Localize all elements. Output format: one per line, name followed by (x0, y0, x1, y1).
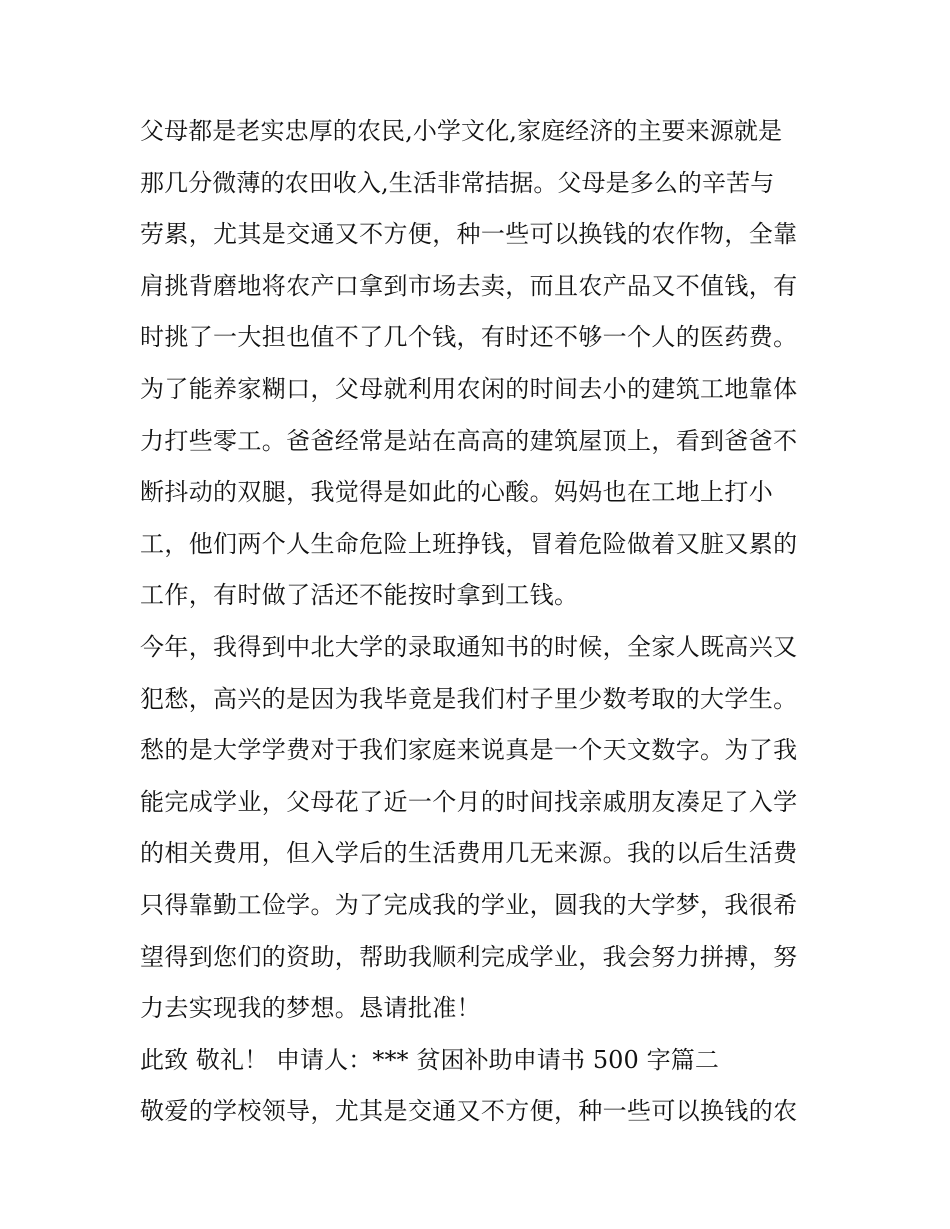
text-line: 力去实现我的梦想。恳请批准！ (140, 994, 481, 1023)
text-line: 父母都是老实忠厚的农民,小学文化,家庭经济的主要来源就是 (140, 117, 783, 145)
text-line: 今年，我得到中北大学的录取通知书的时候，全家人既高兴又 (140, 632, 798, 661)
text-line: 力打些零工。爸爸经常是站在高高的建筑屋顶上，看到爸爸不 (140, 426, 798, 455)
text-line: 敬爱的学校领导，尤其是交通又不方便，种一些可以换钱的农 (140, 1097, 798, 1126)
text-line: 的相关费用，但入学后的生活费用几无来源。我的以后生活费 (140, 839, 798, 868)
text-line: 工，他们两个人生命危险上班挣钱，冒着危险做着又脏又累的 (140, 529, 798, 558)
text-line: 只得靠勤工俭学。为了完成我的学业，圆我的大学梦，我很希 (140, 890, 798, 919)
text-line: 望得到您们的资助，帮助我顺利完成学业，我会努力拼搏，努 (140, 942, 798, 971)
text-line: 工作，有时做了活还不能按时拿到工钱。 (140, 581, 579, 610)
text-line: 那几分微薄的农田收入,生活非常拮据。父母是多么的辛苦与 (140, 168, 775, 197)
text-line: 肩挑背磨地将农产口拿到市场去卖，而且农产品又不值钱，有 (140, 271, 798, 300)
text-line: 为了能养家糊口，父母就利用农闲的时间去小的建筑工地靠体 (140, 374, 798, 403)
body-text (140, 106, 812, 1138)
text-line: 愁的是大学学费对于我们家庭来说真是一个天文数字。为了我 (140, 736, 798, 765)
closing-line: 此致 敬礼！ 申请人：*** 贫困补助申请书 500 字篇二 (140, 1045, 719, 1074)
text-line: 劳累，尤其是交通又不方便，种一些可以换钱的农作物，全靠 (140, 220, 798, 249)
text-line: 能完成学业，父母花了近一个月的时间找亲戚朋友凑足了入学 (140, 787, 798, 816)
text-line: 时挑了一大担也值不了几个钱，有时还不够一个人的医药费。 (140, 323, 798, 352)
text-line: 犯愁，高兴的是因为我毕竟是我们村子里少数考取的大学生。 (140, 684, 798, 713)
text-line: 断抖动的双腿，我觉得是如此的心酸。妈妈也在工地上打小 (140, 478, 774, 507)
